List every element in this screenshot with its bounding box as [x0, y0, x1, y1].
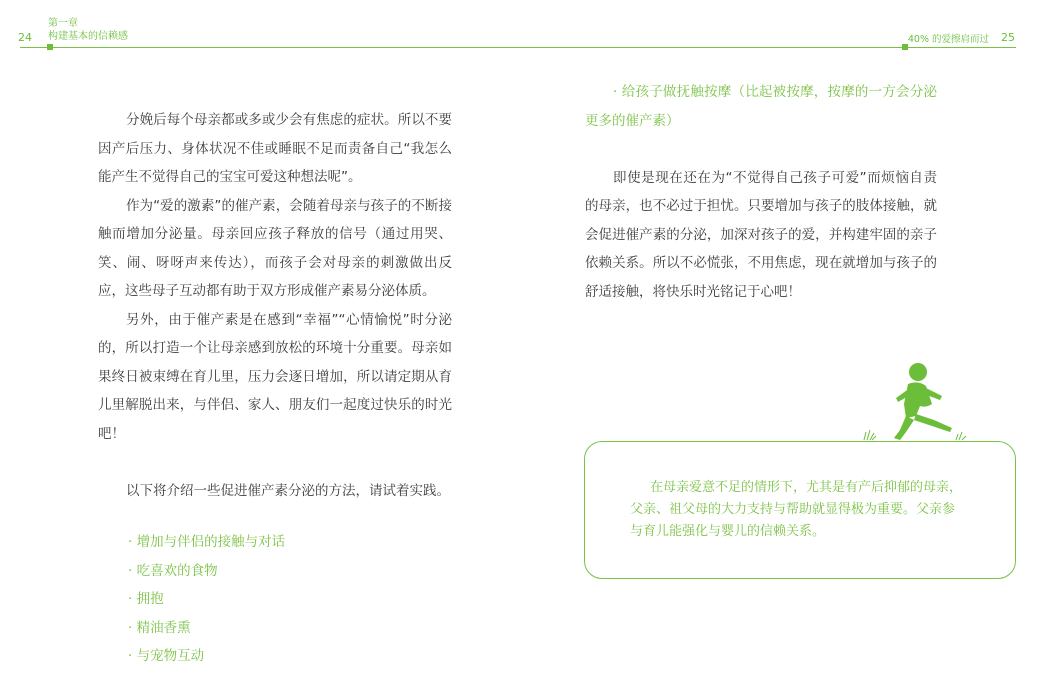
chapter-title: 构建基本的信赖感 — [48, 31, 128, 42]
right-column — [585, 78, 937, 306]
callout-line: 在母亲爱意不足的情形下，尤其是有产后抑郁的母亲， — [650, 480, 963, 495]
header-rule-marker-right — [902, 44, 908, 50]
paragraph: 另外，由于催产素是在感到“幸福”“心情愉悦”时分泌的，所以打造一个让母亲感到放松的环境十分重要。母亲如果终日被束缚在育儿里，压力会逐日增加，所以请定期从育儿里解脱出来，与伴侣、家人、朋友们一起度过快乐的时光吧！ — [98, 311, 452, 442]
list-item: · 与宠物互动 — [128, 648, 205, 664]
paragraph: 分娩后每个母亲都或多或少会有焦虑的症状。所以不要因产后压力、身体状况不佳或睡眠不足而责备自己“我怎么能产生不觉得自己的宝宝可爱这种想法呢”。 — [98, 112, 452, 185]
list-item: · 吃喜欢的食物 — [128, 562, 218, 579]
method-list — [128, 528, 285, 671]
list-item: · 精油香熏 — [128, 619, 191, 636]
callout-line: 与育儿能强化与婴儿的信赖关系。 — [630, 524, 826, 539]
running-title: 40% 的爱擦肩而过 — [907, 34, 989, 45]
header-rule — [20, 47, 1016, 48]
left-column — [98, 106, 452, 505]
intro-paragraph: 以下将介绍一些促进催产素分泌的方法，请试着实践。 — [126, 482, 450, 499]
header-rule-marker-left — [47, 44, 53, 50]
list-item: · 增加与伴侣的接触与对话 — [128, 534, 286, 550]
paragraph: 即使是现在还在为“不觉得自己孩子可爱”而烦恼自责的母亲，也不必过于担忧。只要增加与孩子的肢体接触，就会促进催产素的分泌，加深对孩子的爱，并构建牢固的亲子依赖关系。所以不必慌张，不用焦虑，现在就增加与孩子的舒适接触，将快乐时光铭记于心吧！ — [585, 169, 937, 300]
list-item: · 拥抱 — [128, 591, 164, 607]
paragraph: 作为“爱的激素”的催产素，会随着母亲与孩子的不断接触而增加分泌量。母亲回应孩子释放的信号（通过用哭、笑、闹、呀呀声来传达），而孩子会对母亲的刺激做出反应，这些母子互动都有助于双方形成催产素易分泌体质。 — [98, 197, 452, 299]
chapter-heading — [48, 17, 128, 43]
callout-text — [630, 477, 980, 543]
left-page-number: 24 — [18, 31, 32, 44]
chapter-label: 第一章 — [48, 18, 78, 29]
right-page-number: 25 — [1001, 31, 1015, 44]
callout-line: 父亲、祖父母的大力支持与帮助就显得极为重要。父亲参 — [630, 502, 956, 517]
list-item: · 给孩子做抚触按摩（比起被按摩，按摩的一方会分泌更多的催产素） — [585, 84, 937, 129]
running-child-silhouette-icon — [856, 360, 976, 442]
